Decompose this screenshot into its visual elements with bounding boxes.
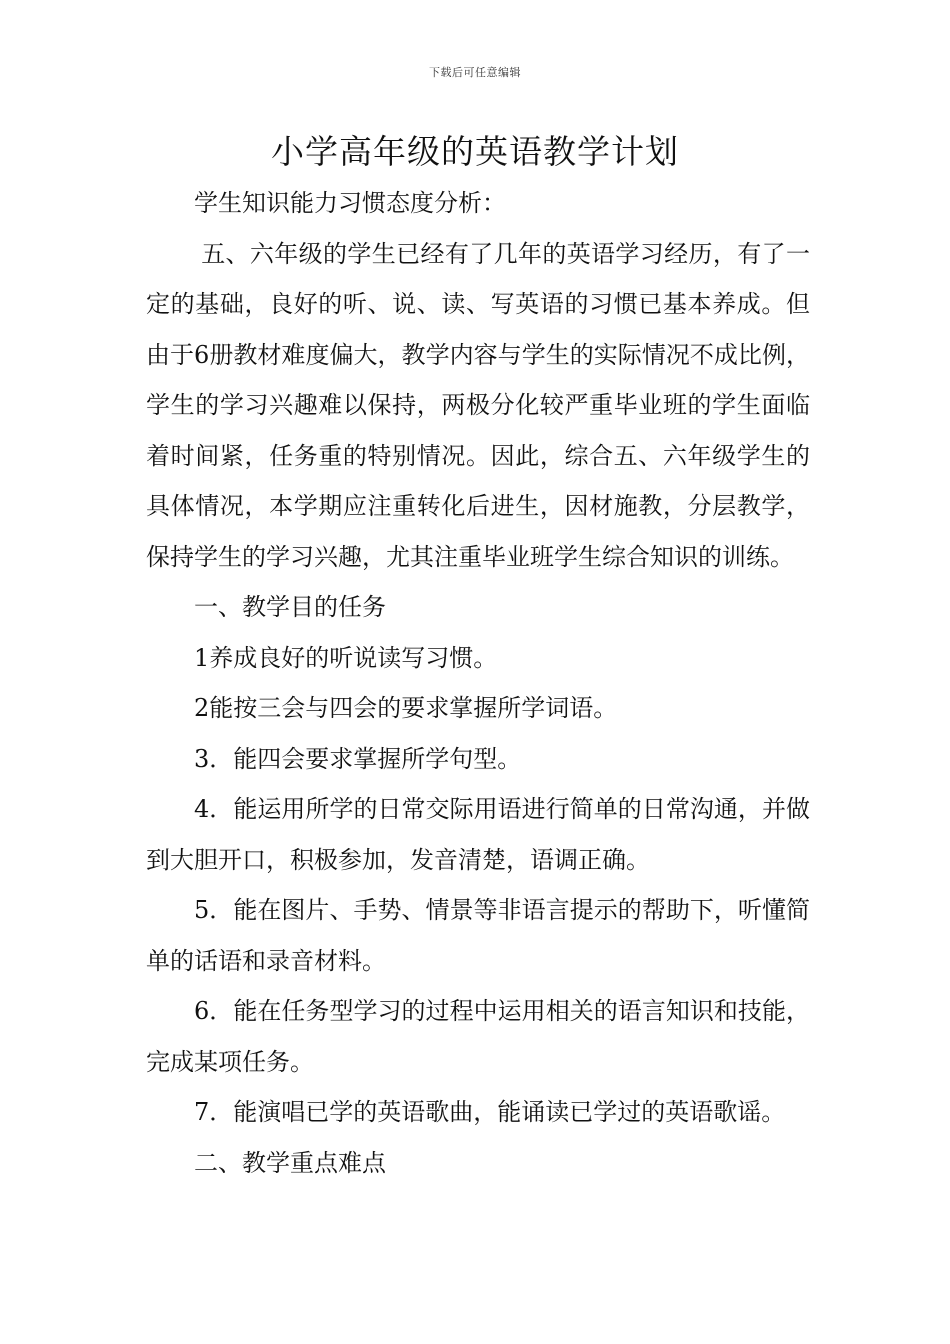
header-note: 下载后可任意编辑	[429, 66, 521, 79]
paragraph-analysis: 五、六年级的学生已经有了几年的英语学习经历，有了一定的基础，良好的听、说、读、写英语的习惯已基本养成。但由于6册教材难度偏大，教学内容与学生的实际情况不成比例，学生的学习兴趣难以保持，两极分化较严重毕业班的学生面临着时间紧，任务重的特别情况。因此，综合五、六年级学生的具体情况，本学期应注重转化后进生，因材施教，分层教学，保持学生的学习兴趣，尤其注重毕业班学生综合知识的训练。	[146, 239, 810, 571]
goal-item-1: 1养成良好的听说读写习惯。	[194, 643, 498, 672]
section-heading-goals: 一、教学目的任务	[194, 593, 386, 621]
section-heading-key-points: 二、教学重点难点	[194, 1148, 386, 1177]
paragraph-analysis-heading: 学生知识能力习惯态度分析：	[194, 189, 506, 217]
goal-item-2: 2能按三会与四会的要求掌握所学词语。	[194, 694, 618, 722]
goal-item-4: 4．能运用所学的日常交际用语进行简单的日常沟通，并做到大胆开口，积极参加，发音清楚，语调正确。	[146, 795, 810, 874]
goal-item-3: 3．能四会要求掌握所学句型。	[194, 744, 522, 773]
goal-item-7: 7．能演唱已学的英语歌曲，能诵读已学过的英语歌谣。	[194, 1098, 786, 1126]
goal-item-5: 5．能在图片、手势、情景等非语言提示的帮助下，听懂简单的话语和录音材料。	[146, 896, 810, 975]
document-title: 小学高年级的英语教学计划	[271, 132, 679, 171]
document-body	[146, 178, 810, 1188]
goal-item-6: 6．能在任务型学习的过程中运用相关的语言知识和技能，完成某项任务。	[146, 997, 810, 1076]
